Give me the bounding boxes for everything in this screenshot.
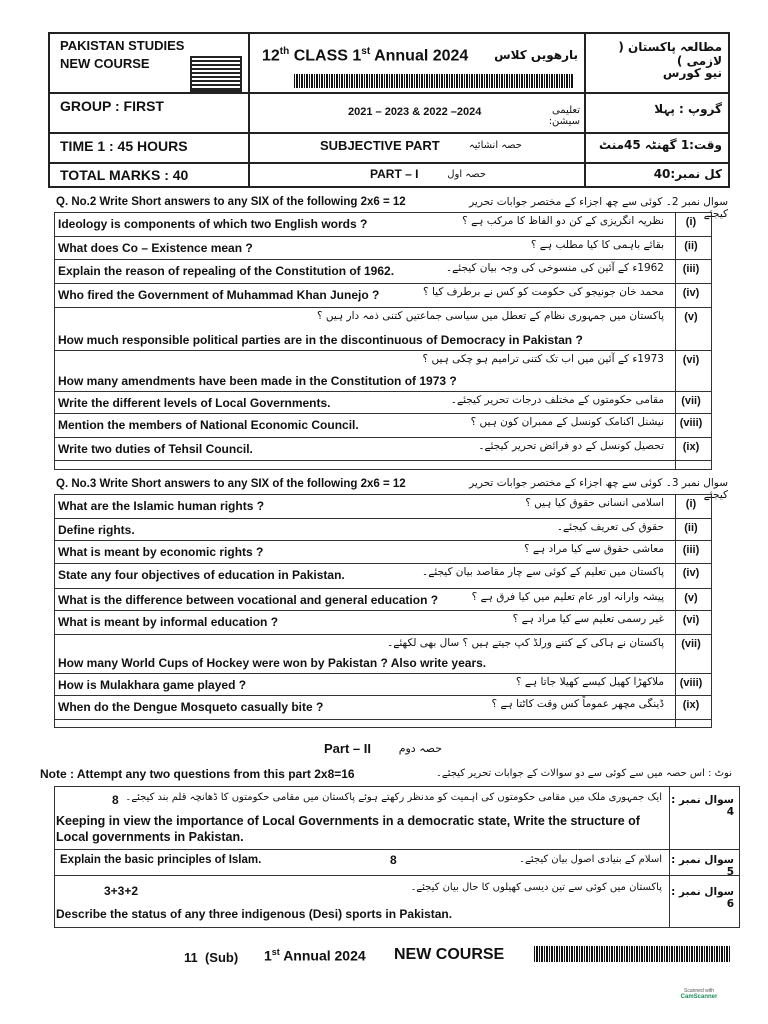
question-ur: نیشنل اکنامک کونسل کے ممبران کون ہیں ؟ <box>470 416 664 428</box>
question-number: (vii) <box>681 638 701 650</box>
time-en: TIME 1 : 45 HOURS <box>60 138 188 154</box>
question-en: What is the difference between vocational and general education ? <box>58 593 439 607</box>
q4-ur: ایک جمہوری ملک میں مقامی حکومتوں کی اہمیت کو مدنظر رکھتے ہوئے پاکستان میں مقامی حکومتوں کا ڈھانچہ قلم بند کیجئے۔ <box>125 792 662 803</box>
marks-en: TOTAL MARKS : 40 <box>60 167 189 183</box>
course-en: NEW COURSE <box>60 56 150 71</box>
q5-ur: اسلام کے بنیادی اصول بیان کیجئے۔ <box>519 854 662 865</box>
question-number: (viii) <box>679 677 703 689</box>
question-en: State any four objectives of education in Pakistan. <box>58 568 345 582</box>
question-en: What are the Islamic human rights ? <box>58 499 265 513</box>
part2-note-en: Note : Attempt any two questions from this part 2x8=16 <box>40 767 355 781</box>
question-en: Explain the reason of repealing of the Constitution of 1962. <box>58 264 395 278</box>
group-ur: گروپ : پہلا <box>654 102 722 116</box>
question-number: (vi) <box>682 354 700 366</box>
qr-code-icon <box>190 56 242 92</box>
question-ur: اسلامی انسانی حقوق کیا ہیں ؟ <box>525 497 664 509</box>
question-en: Ideology is components of which two English words ? <box>58 217 368 231</box>
question-en: Write the different levels of Local Governments. <box>58 396 331 410</box>
q4-en: Keeping in view the importance of Local Governments in a democratic state, Write the structure of Local governments in Pakistan. <box>56 814 640 844</box>
question-number: (ii) <box>684 522 698 534</box>
part2-note-ur: نوٹ : اس حصہ میں سے کوئی سے دو سوالات کے جوابات تحریر کیجئے۔ <box>435 768 732 779</box>
class-title: 12th CLASS 1st Annual 2024 <box>262 46 469 65</box>
question-number: (iii) <box>682 544 700 556</box>
question-en: Define rights. <box>58 523 135 537</box>
question-number: (ii) <box>684 240 698 252</box>
question-ur: محمد خان جونیجو کی حکومت کو کس نے برطرف کیا ؟ <box>423 286 664 298</box>
question-en: What is meant by informal education ? <box>58 615 279 629</box>
question-number: (viii) <box>679 417 703 429</box>
question-ur: پاکستان میں جمہوری نظام کے تعطل میں سیاسی جماعتیں کتنی ذمہ دار ہیں ؟ <box>316 310 664 322</box>
question-number: (iii) <box>682 263 700 275</box>
question-ur: تحصیل کونسل کے دو فرائض تحریر کیجئے۔ <box>478 440 664 452</box>
question-number: (v) <box>684 592 698 604</box>
question-ur: 1962ء کے آئین کی منسوخی کی وجہ بیان کیجئے۔ <box>446 262 664 274</box>
part-title-ur: حصہ انشائیہ <box>468 140 522 151</box>
session-ur: تعلیمی سیشن: <box>548 105 580 127</box>
question-ur: غیر رسمی تعلیم سے کیا مراد ہے ؟ <box>512 613 664 625</box>
part-title-en: SUBJECTIVE PART <box>320 138 440 153</box>
question-ur: پاکستان میں تعلیم کے کوئی سے چار مقاصد بیان کیجئے۔ <box>422 566 664 578</box>
question-en: Mention the members of National Economic Council. <box>58 418 359 432</box>
question-number: (ix) <box>682 699 700 711</box>
q5-label: سوال نمبر : 5 <box>671 854 734 878</box>
question-ur: معاشی حقوق سے کیا مراد ہے ؟ <box>523 543 664 555</box>
question-ur: پیشہ وارانہ اور عام تعلیم میں کیا فرق ہے ؟ <box>471 591 664 603</box>
question-en: How many amendments have been made in the Constitution of 1973 ? <box>58 374 457 388</box>
q6-en: Describe the status of any three indigenous (Desi) sports in Pakistan. <box>56 907 453 921</box>
camscanner-text: CamScanner <box>680 994 718 1000</box>
q4-marks: 8 <box>112 793 119 807</box>
question-ur: ڈینگی مچھر عموماً کس وقت کاٹتا ہے ؟ <box>491 698 664 710</box>
part2-title-en: Part – II <box>324 741 371 756</box>
header <box>48 32 730 188</box>
marks-ur: کل نمبر:40 <box>653 167 722 181</box>
question-number: (i) <box>685 498 697 510</box>
q6-marks: 3+3+2 <box>104 884 139 898</box>
question-ur: مقامی حکومتوں کے مختلف درجات تحریر کیجئے۔ <box>450 394 664 406</box>
question-en: How is Mulakhara game played ? <box>58 678 247 692</box>
q5-marks: 8 <box>390 853 397 867</box>
question-ur: حقوق کی تعریف کیجئے۔ <box>556 521 664 533</box>
q3-heading-ur: سوال نمبر 3۔ کوئی سے چھ اجزاء کے مختصر جوابات تحریر کیجئے <box>469 477 728 501</box>
scanned-with-text: Scanned with <box>683 988 715 994</box>
question-number: (iv) <box>682 287 700 299</box>
question-en: What does Co – Existence mean ? <box>58 241 253 255</box>
footer-code: 11 (Sub) <box>184 950 239 965</box>
footer-annual: 1st Annual 2024 <box>264 947 366 964</box>
q2-heading-ur: سوال نمبر 2۔ کوئی سے چھ اجزاء کے مختصر جوابات تحریر کیجئے <box>469 196 728 220</box>
group-en: GROUP : FIRST <box>60 98 164 114</box>
course-ur: نیو کورس <box>662 66 722 80</box>
part1-ur: حصہ اول <box>447 169 486 180</box>
question-ur: 1973ء کے آئین میں اب تک کتنی ترامیم ہو چکی ہیں ؟ <box>422 353 664 365</box>
question-ur: پاکستان نے ہاکی کے کتنے ورلڈ کپ جیتے ہیں ؟ سال بھی لکھئے۔ <box>387 637 664 649</box>
question-number: (ix) <box>682 441 700 453</box>
q2-heading-en: Q. No.2 Write Short answers to any SIX of the following 2x6 = 12 <box>56 196 406 208</box>
question-number: (vii) <box>681 395 701 407</box>
time-ur: وقت:1 گھنٹہ 45منٹ <box>598 138 722 152</box>
question-number: (vi) <box>682 614 700 626</box>
question-number: (iv) <box>682 567 700 579</box>
session: 2021 – 2023 & 2022 –2024 <box>348 106 482 118</box>
question-ur: نظریہ انگریزی کے کن دو الفاظ کا مرکب ہے ؟ <box>462 215 664 227</box>
question-en: How many World Cups of Hockey were won by Pakistan ? Also write years. <box>58 656 487 670</box>
subject-en: PAKISTAN STUDIES <box>60 38 185 53</box>
q6-label: سوال نمبر : 6 <box>671 886 734 910</box>
footer-barcode <box>534 946 730 962</box>
barcode <box>294 74 574 88</box>
q4-label: سوال نمبر : 4 <box>671 794 734 818</box>
question-en: What is meant by economic rights ? <box>58 545 264 559</box>
part1-en: PART – I <box>370 167 419 181</box>
question-ur: بقائے باہمی کا کیا مطلب ہے ؟ <box>530 239 664 251</box>
question-en: Who fired the Government of Muhammad Khan Junejo ? <box>58 288 380 302</box>
question-number: (v) <box>684 311 698 323</box>
question-en: Write two duties of Tehsil Council. <box>58 442 253 456</box>
q6-ur: پاکستان میں کوئی سے تین دیسی کھیلوں کا حال بیان کیجئے۔ <box>410 882 662 893</box>
question-en: How much responsible political parties are in the discontinuous of Democracy in Pakistan ? <box>58 333 583 347</box>
question-en: When do the Dengue Mosqueto casually bite ? <box>58 700 324 714</box>
q5-en: Explain the basic principles of Islam. <box>60 854 262 866</box>
part2-title-ur: حصہ دوم <box>398 742 442 755</box>
question-ur: ملاکھڑا کھیل کیسے کھیلا جاتا ہے ؟ <box>515 676 664 688</box>
q3-heading-en: Q. No.3 Write Short answers to any SIX of the following 2x6 = 12 <box>56 478 406 490</box>
class-ur: بارھویں کلاس <box>494 48 578 62</box>
question-number: (i) <box>685 216 697 228</box>
footer-course: NEW COURSE <box>394 946 505 963</box>
camscanner-badge <box>676 988 722 1000</box>
subject-ur: مطالعہ پاکستان ( لازمی ) <box>618 40 722 68</box>
